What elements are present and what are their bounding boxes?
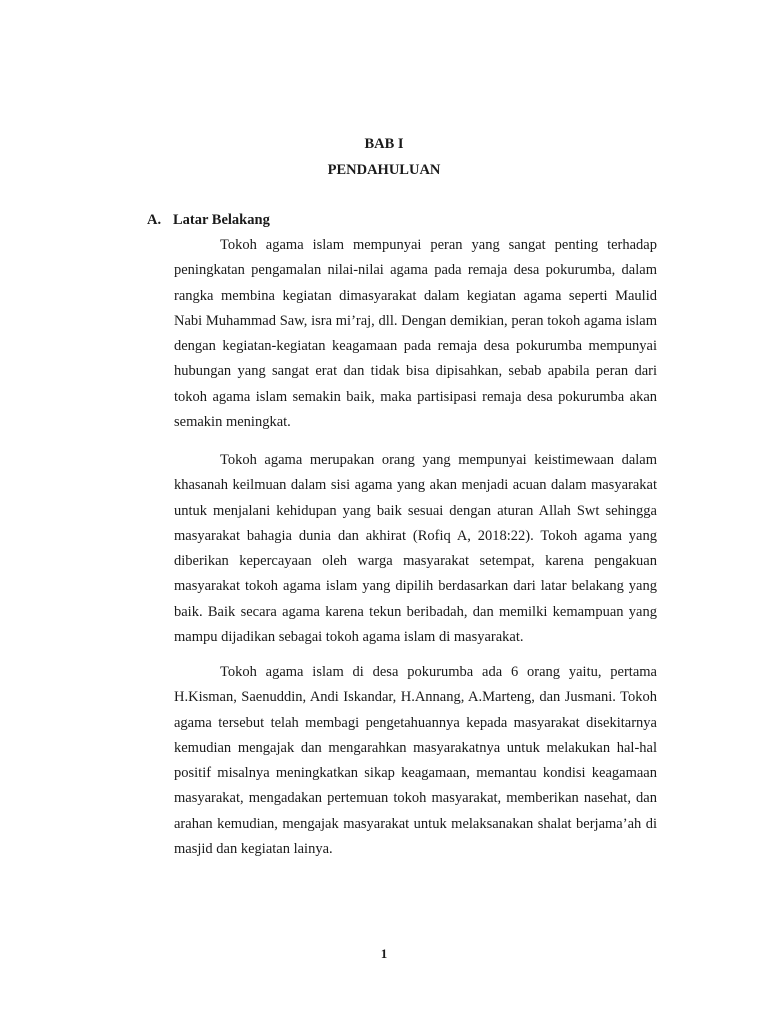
- section-heading: [147, 212, 270, 229]
- section-letter: A.: [147, 212, 162, 228]
- page-number: 1: [380, 946, 388, 961]
- paragraph-2: Tokoh agama merupakan orang yang mempunyai keistimewaan dalam khasanah keilmuan dalam sisi agama yang akan menjadi acuan dalam masyarakat untuk menjalani kehidupan yang baik sesuai dengan aturan Allah Swt sehingga masyarakat bahagia dunia dan akhirat (Rofiq A, 2018:22). Tokoh agama yang diberikan kepercayaan oleh warga masyarakat setempat, karena pengakuan masyarakat tokoh agama islam yang dipilih berdasarkan dari latar belakang yang baik. Baik secara agama karena tekun beribadah, dan memilki kemampuan yang mampu dijadikan sebagai tokoh agama islam di masyarakat.: [174, 452, 657, 646]
- chapter-title: PENDAHULUAN: [327, 162, 441, 178]
- paragraph-3: Tokoh agama islam di desa pokurumba ada 6 orang yaitu, pertama H.Kisman, Saenuddin, Andi Iskandar, H.Annang, A.Marteng, dan Jusmani. Tokoh agama tersebut telah membagi pengetahuannya kepada masyarakat disekitarnya kemudian mengajak dan mengarahkan masyarakatnya untuk melakukan hal-hal positif misalnya meningkatkan sikap keagamaan, memantau kondisi keagamaan masyarakat, mengadakan pertemuan tokoh masyarakat, memberikan nasehat, dan arahan kemudian, mengajak masyarakat untuk melaksanakan shalat berjama’ah di masjid dan kegiatan lainya.: [174, 664, 657, 858]
- chapter-number: BAB I: [364, 136, 404, 152]
- section-title: Latar Belakang: [173, 212, 270, 228]
- paragraph-1: Tokoh agama islam mempunyai peran yang sangat penting terhadap peningkatan pengamalan nilai-nilai agama pada remaja desa pokurumba, dalam rangka membina kegiatan dimasyarakat dalam kegiatan agama seperti Maulid Nabi Muhammad Saw, isra mi’raj, dll. Dengan demikian, peran tokoh agama islam dengan kegiatan-kegiatan keagamaan pada remaja desa pokurumba mempunyai hubungan yang sangat erat dan tidak bisa dipisahkan, sebab apabila peran dari tokoh agama islam semakin baik, maka partisipasi remaja desa pokurumba akan semakin meningkat.: [174, 237, 657, 431]
